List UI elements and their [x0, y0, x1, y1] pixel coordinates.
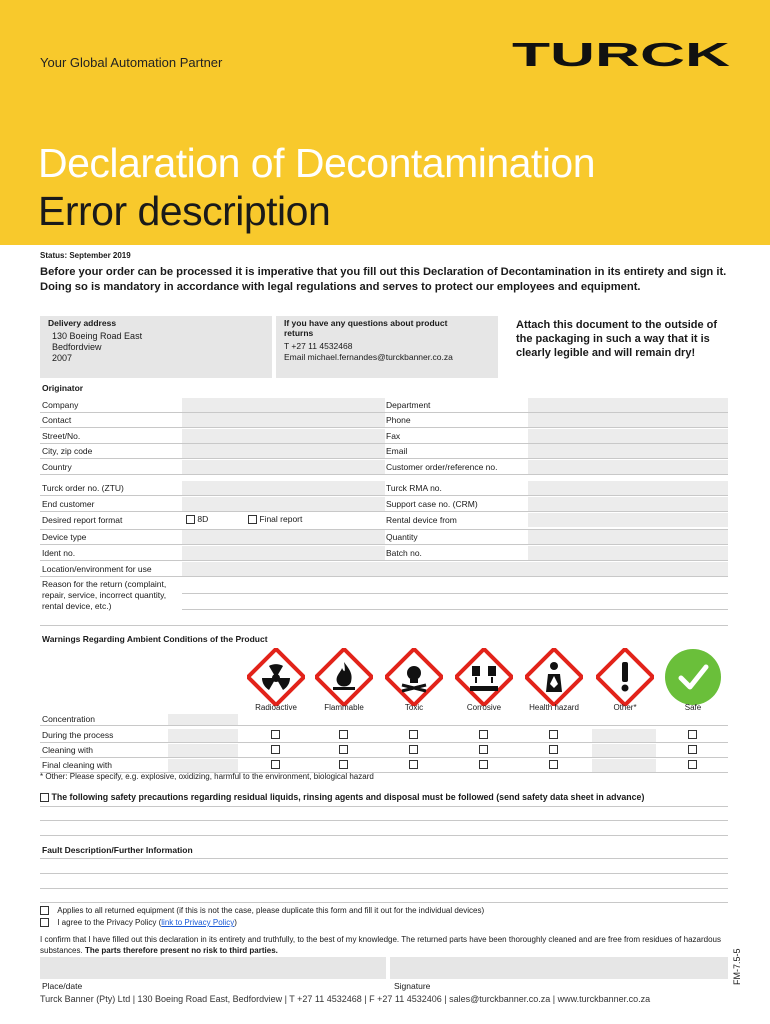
confirm-text [40, 934, 730, 956]
checkbox-applies[interactable] [40, 906, 49, 915]
device-type-field[interactable] [182, 530, 385, 544]
location-field[interactable] [182, 562, 728, 576]
originator-left-label: Company [42, 400, 79, 410]
row-device-type [40, 530, 728, 545]
hazard-label: Safe [684, 703, 702, 712]
warning-row-label: Final cleaning with [42, 760, 112, 770]
hazard-label: Health hazard [529, 703, 579, 712]
other-field[interactable] [592, 759, 656, 772]
corrosive-icon [455, 648, 513, 706]
hazard-checkbox[interactable] [549, 760, 558, 769]
concentration-field[interactable] [168, 744, 238, 757]
toxic-icon [385, 648, 443, 706]
originator-right-label: Department [386, 400, 431, 410]
hazard-label: Radioactive [255, 703, 297, 712]
hazard-checkbox[interactable] [339, 730, 348, 739]
originator-right-field[interactable] [528, 444, 728, 458]
originator-row [40, 398, 728, 413]
hazard-checkbox[interactable] [688, 760, 697, 769]
reason-line3[interactable] [40, 625, 728, 626]
privacy-prefix: I agree to the Privacy Policy ( [57, 918, 162, 927]
row-location [40, 562, 728, 577]
turck-order-label: Turck order no. (ZTU) [42, 483, 124, 493]
header-band [0, 0, 770, 245]
turck-rma-label: Turck RMA no. [386, 483, 442, 493]
safe-icon [664, 648, 722, 706]
signature-field[interactable] [390, 957, 728, 979]
originator-left-field[interactable] [182, 398, 385, 412]
end-customer-field[interactable] [182, 497, 385, 511]
originator-left-field[interactable] [182, 444, 385, 458]
safety-note-text: The following safety precautions regarding residual liquids, rinsing agents and disposal must be followed (send safety data sheet in advance) [51, 792, 645, 802]
warning-row-label: During the process [42, 730, 114, 740]
opt-8d-label: 8D [197, 514, 209, 524]
reason-line2[interactable] [182, 609, 728, 610]
rental-from-field[interactable] [528, 513, 728, 527]
hazard-checkbox[interactable] [409, 730, 418, 739]
originator-right-field[interactable] [528, 460, 728, 474]
divider [40, 725, 728, 726]
originator-left-label: Country [42, 462, 72, 472]
end-customer-label: End customer [42, 499, 95, 509]
originator-right-field[interactable] [528, 398, 728, 412]
warning-row-label: Cleaning with [42, 745, 94, 755]
hazard-checkbox[interactable] [479, 760, 488, 769]
safety-line3[interactable] [40, 835, 728, 836]
originator-row [40, 413, 728, 428]
originator-left-label: City, zip code [42, 446, 93, 456]
delivery-line2: Bedfordview [52, 342, 102, 352]
questions-phone: T +27 11 4532468 [284, 341, 353, 351]
reason-line1[interactable] [182, 593, 728, 594]
checkbox-8d[interactable] [186, 515, 195, 524]
confirm-bold: The parts therefore present no risk to third parties. [84, 946, 278, 955]
row-report-format [40, 513, 728, 530]
hazard-checkbox[interactable] [271, 745, 280, 754]
report-format-label: Desired report format [42, 515, 123, 525]
originator-row [40, 429, 728, 444]
questions-email: Email michael.fernandes@turckbanner.co.za [284, 352, 453, 362]
originator-left-label: Contact [42, 415, 72, 425]
divider [40, 757, 728, 758]
other-footnote: * Other: Please specify, e.g. explosive, oxidizing, harmful to the environment, biological hazard [40, 772, 374, 781]
health-hazard-icon [525, 648, 583, 706]
hazard-checkbox[interactable] [549, 745, 558, 754]
turck-logo [512, 40, 730, 70]
hazard-checkbox[interactable] [688, 745, 697, 754]
concentration-field[interactable] [168, 729, 238, 742]
ident-label: Ident no. [42, 548, 76, 558]
row-turck-order [40, 481, 728, 496]
row-ident [40, 546, 728, 561]
form-code: FM-7.5-5 [732, 948, 742, 985]
quantity-label: Quantity [386, 532, 418, 542]
hazard-checkbox[interactable] [339, 760, 348, 769]
footer-text: Turck Banner (Pty) Ltd | 130 Boeing Road East, Bedfordview | T +27 11 4532468 | F +27 11 4532406 | sales@turckbanner.co.za | www.turckbanner.co.za [40, 994, 651, 1004]
originator-right-label: Email [386, 446, 408, 456]
tagline: Your Global Automation Partner [40, 55, 223, 70]
fault-line1[interactable] [40, 858, 728, 859]
hazard-checkbox[interactable] [271, 760, 280, 769]
row-end-customer [40, 497, 728, 512]
originator-left-label: Street/No. [42, 431, 81, 441]
hazard-checkbox[interactable] [409, 760, 418, 769]
originator-left-field[interactable] [182, 429, 385, 443]
delivery-address-label: Delivery address [48, 318, 117, 328]
hazard-checkbox[interactable] [479, 730, 488, 739]
originator-left-field[interactable] [182, 413, 385, 427]
hazard-label: Other* [613, 703, 637, 712]
place-date-field[interactable] [40, 957, 386, 979]
originator-right-label: Fax [386, 431, 401, 441]
hazard-label: Corrosive [466, 703, 502, 712]
title-line2: Error description [38, 188, 331, 234]
originator-row [40, 444, 728, 459]
hazard-checkbox[interactable] [409, 745, 418, 754]
divider [40, 742, 728, 743]
hazard-label: Flammable [324, 703, 364, 712]
batch-label: Batch no. [386, 548, 422, 558]
support-case-label: Support case no. (CRM) [386, 499, 478, 509]
checkbox-final-report[interactable] [248, 515, 257, 524]
concentration-header-field[interactable] [168, 714, 238, 725]
status-text: Status: September 2019 [40, 251, 131, 260]
questions-label2: returns [284, 328, 314, 338]
confirm-body: I confirm that I have filled out this declaration in its entirety and truthfully, to the best of my knowledge. The returned parts have been thoroughly cleaned and are free from residues of hazardous substances. [40, 935, 721, 955]
concentration-field[interactable] [168, 759, 238, 772]
privacy-policy-link[interactable]: link to Privacy Policy [161, 918, 235, 927]
other-field[interactable] [592, 744, 656, 757]
originator-right-label: Phone [386, 415, 411, 425]
fault-label: Fault Description/Further Information [42, 845, 193, 855]
originator-row [40, 460, 728, 475]
hazard-checkbox[interactable] [271, 730, 280, 739]
delivery-line1: 130 Boeing Road East [52, 331, 143, 341]
attach-note: Attach this document to the outside of the packaging in such a way that it is clearly legible and will remain dry! [516, 319, 718, 359]
fault-line4[interactable] [40, 902, 728, 903]
privacy-row [40, 917, 237, 928]
location-label: Location/environment for use [42, 564, 152, 574]
delivery-line3: 2007 [52, 353, 73, 363]
support-case-field[interactable] [528, 497, 728, 511]
reason-label: Reason for the return (complaint, repair, service, incorrect quantity, rental device, etc.) [42, 579, 167, 611]
questions-box [276, 316, 498, 378]
safety-line1[interactable] [40, 806, 728, 807]
checkbox-privacy[interactable] [40, 918, 49, 927]
intro-text: Before your order can be processed it is imperative that you fill out this Declaration of Decontamination in its entirety and sign it. Doing so is mandatory in accordance with legal regulations and serves to protect our employees and equipment. [40, 266, 727, 293]
checkbox-safety[interactable] [40, 793, 49, 802]
hazard-checkbox[interactable] [479, 745, 488, 754]
originator-label: Originator [42, 383, 84, 393]
hazard-checkbox[interactable] [549, 730, 558, 739]
hazard-label: Toxic [404, 703, 424, 712]
flammable-icon [315, 648, 373, 706]
title-line1: Declaration of Decontamination [38, 140, 596, 186]
originator-right-field[interactable] [528, 413, 728, 427]
fault-line3[interactable] [40, 888, 728, 889]
fault-line2[interactable] [40, 873, 728, 874]
signature-label: Signature [394, 981, 431, 991]
privacy-suffix: ) [234, 918, 237, 927]
originator-right-label: Customer order/reference no. [386, 462, 498, 472]
quantity-field[interactable] [528, 530, 728, 544]
originator-right-field[interactable] [528, 429, 728, 443]
applies-text: Applies to all returned equipment (if this is not the case, please duplicate this form and fill it out for the individual devices) [57, 906, 485, 915]
svg-text:TURCK: TURCK [512, 40, 730, 70]
ident-field[interactable] [182, 546, 385, 560]
opt-final-label: Final report [259, 514, 303, 524]
other-field[interactable] [592, 729, 656, 742]
hazard-checkbox[interactable] [339, 745, 348, 754]
applies-row [40, 905, 484, 916]
radioactive-icon [247, 648, 305, 706]
device-type-label: Device type [42, 532, 87, 542]
delivery-address-box [40, 316, 272, 378]
turck-order-field[interactable] [182, 481, 385, 495]
concentration-label: Concentration [42, 714, 95, 724]
place-date-label: Place/date [42, 981, 83, 991]
questions-label1: If you have any questions about product [284, 318, 448, 328]
safety-note [40, 792, 644, 802]
batch-field[interactable] [528, 546, 728, 560]
originator-left-field[interactable] [182, 460, 385, 474]
warnings-label: Warnings Regarding Ambient Conditions of the Product [42, 634, 268, 644]
turck-rma-field[interactable] [528, 481, 728, 495]
safety-line2[interactable] [40, 820, 728, 821]
hazard-checkbox[interactable] [688, 730, 697, 739]
rental-from-label: Rental device from [386, 515, 457, 525]
other-hazard-icon [596, 648, 654, 706]
